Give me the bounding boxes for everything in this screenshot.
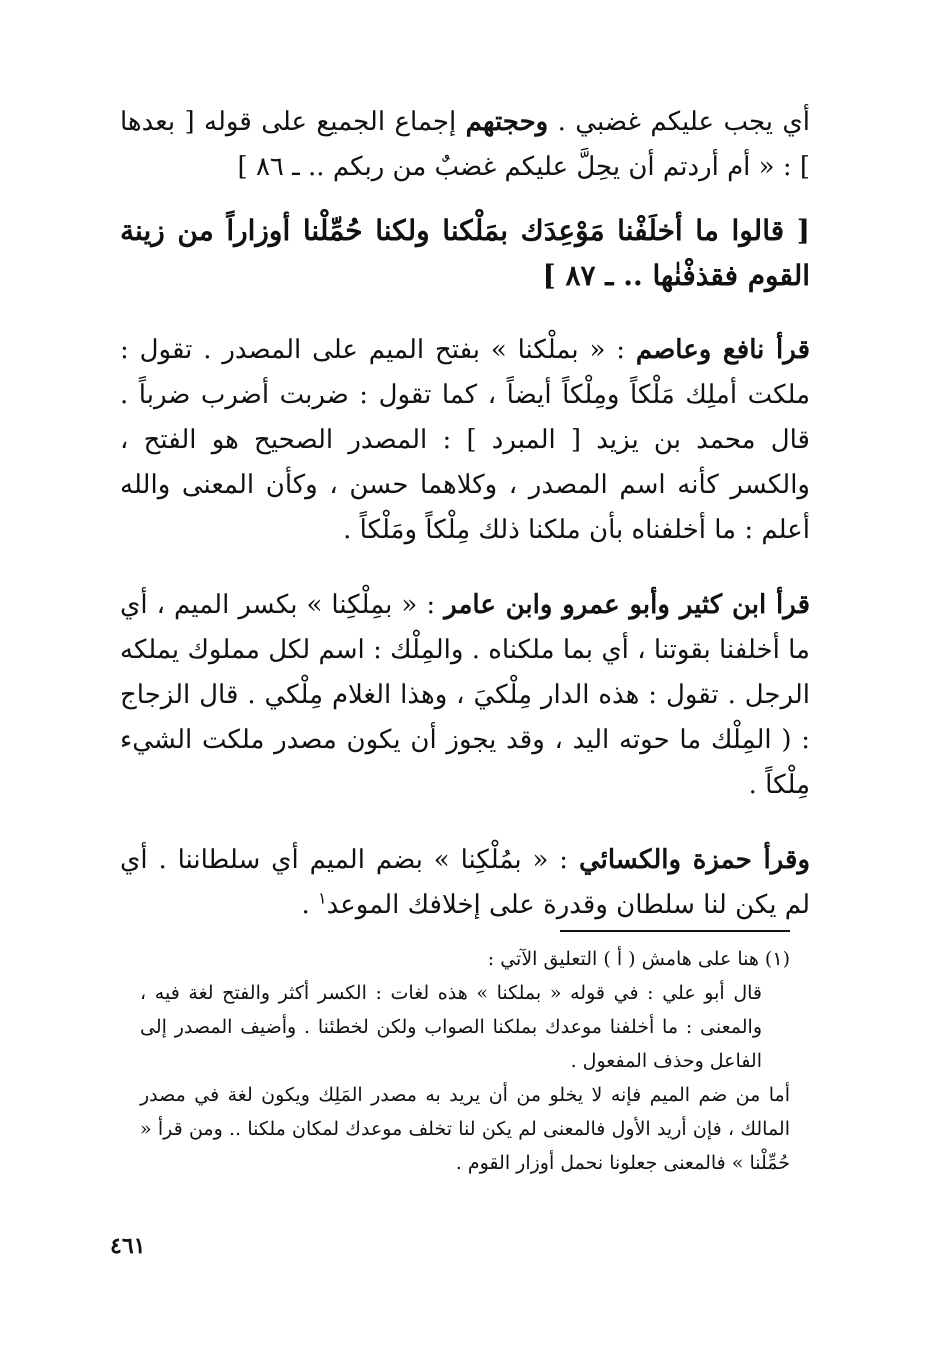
footnote-paragraph: أما من ضم الميم فإنه لا يخلو من أن يريد به مصدر المَلِك ويكون لغة في مصدر المالك ، فإن أريد الأول فالمعنى لم يكن لنا تخلف موعدك لمكان ملكنا .. ومن قرأ « حُمِّلْنا » فالمعنى جعلونا نحمل أوزار القوم . (140, 1084, 790, 1174)
footnote-reference[interactable]: ١ (317, 888, 327, 908)
paragraph-hamza (120, 838, 810, 928)
reader-names: قرأ ابن كثير وأبو عمرو وابن عامر (444, 590, 811, 620)
text-run: . (301, 890, 318, 920)
text-run: إجماع الجميع على قوله [ بعدها ] : « أم أردتم أن يحِلَّ عليكم غضبٌ من ربكم .. ـ ٨٦ ] (120, 107, 810, 182)
text-run: : « بمُلْكِنا » بضم الميم أي سلطاننا . أي لم يكن لنا سلطان وقدرة على إخلافك الموعد (120, 845, 810, 920)
paragraph-1 (120, 100, 810, 190)
text-run: : « بملْكنا » بفتح الميم على المصدر . تقول : ملكت أملِك مَلْكاً ومِلْكاً أيضاً ، كما تقول : ضربت أضرب ضرباً . قال محمد بن يزيد [ المبرد ] : المصدر الصحيح هو الفتح ، والكسر كأنه اسم المصدر ، وكلاهما حسن ، وكأن المعنى والله أعلم : ما أخلفناه بأن ملكنا ذلك مِلْكاً ومَلْكاً . (120, 335, 810, 545)
footnote-paragraph: قال أبو علي : في قوله « بملكنا » هذه لغات : الكسر أكثر والفتح لغة فيه ، والمعنى : ما أخلفنا موعدك بملكنا الصواب ولكن لخطئنا . وأضيف المصدر إلى الفاعل وحذف المفعول . (140, 982, 762, 1072)
reader-names: قرأ نافع وعاصم (635, 335, 811, 365)
paragraph-nafi (120, 328, 810, 553)
reader-names: وقرأ حمزة والكسائي (578, 845, 810, 875)
page-number: ٤٦١ (110, 1233, 146, 1259)
footnote-heading: (١) هنا على هامش ( أ ) التعليق الآتي : (487, 948, 790, 970)
quran-verse: [ قالوا ما أخلَفْنا مَوْعِدَك بمَلْكنا ولكنا حُمِّلْنا أوزاراً من زينة القوم فقذفْنٰها .. ـ ٨٧ ] (120, 214, 810, 292)
text-run: أي يجب عليكم غضبي . (557, 107, 810, 137)
footnotes (140, 942, 790, 1180)
footnote-divider (560, 930, 790, 932)
paragraph-ibn-kathir (120, 583, 810, 808)
main-text (120, 100, 810, 928)
bold-term: وحجتهم (465, 107, 549, 137)
text-run: : « بمِلْكِنا » بكسر الميم ، أي ما أخلفنا بقوتنا ، أي بما ملكناه . والمِلْك : اسم لكل مملوك يملكه الرجل . تقول : هذه الدار مِلْكيَ ، وهذا الغلام مِلْكي . قال الزجاج : ( المِلْك ما حوته اليد ، وقد يجوز أن يكون مصدر ملكت الشيء مِلْكاً . (120, 590, 810, 800)
